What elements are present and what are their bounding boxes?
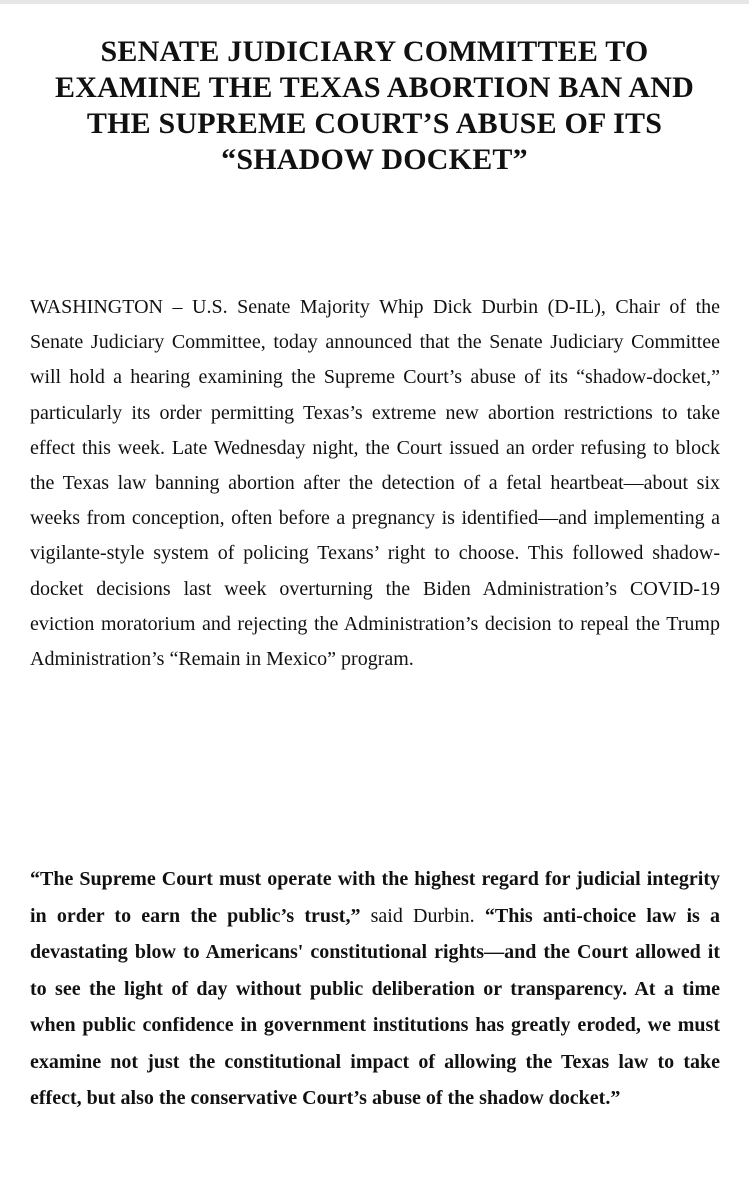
quote-part-1: “The Supreme Court must operate with the highest regard for judicial integrity in order to earn the public’s trust,” xyxy=(30,868,720,927)
headline-line-3: THE SUPREME COURT’S ABUSE OF ITS xyxy=(86,107,663,140)
headline-line-4: “SHADOW DOCKET” xyxy=(221,143,528,176)
headline-line-1: SENATE JUDICIARY COMMITTEE TO xyxy=(100,35,649,68)
headline-line-2: EXAMINE THE TEXAS ABORTION BAN AND xyxy=(55,71,694,104)
press-release-headline xyxy=(20,34,729,178)
body-paragraph: WASHINGTON – U.S. Senate Majority Whip Dick Durbin (D-IL), Chair of the Senate Judiciary Committee, today announced that the Senate Judiciary Committee will hold a hearing examining the Supreme Court’s abuse of its “shadow-docket,” particularly its order permitting Texas’s extreme new abortion restrictions to take effect this week. Late Wednesday night, the Court issued an order refusing to block the Texas law banning abortion after the detection of a fetal heartbeat—about six weeks from conception, often before a pregnancy is identified—and implementing a vigilante-style system of policing Texans’ right to choose. This followed shadow-docket decisions last week overturning the Biden Administration’s COVID-19 eviction moratorium and rejecting the Administration’s decision to repeal the Trump Administration’s “Remain in Mexico” program. xyxy=(30,296,720,671)
quote-part-2: “This anti-choice law is a devastating blow to Americans' constitutional rights—and the Court allowed it to see the light of day without public deliberation or transparency. At a time when public confidence in government institutions has greatly eroded, we must examine not just the constitutional impact of allowing the Texas law to take effect, but also the conservative Court’s abuse of the shadow docket.” xyxy=(30,904,720,1109)
quote-paragraph xyxy=(30,861,720,1117)
top-edge-divider xyxy=(0,0,749,4)
quote-attribution: said Durbin. xyxy=(360,904,485,927)
